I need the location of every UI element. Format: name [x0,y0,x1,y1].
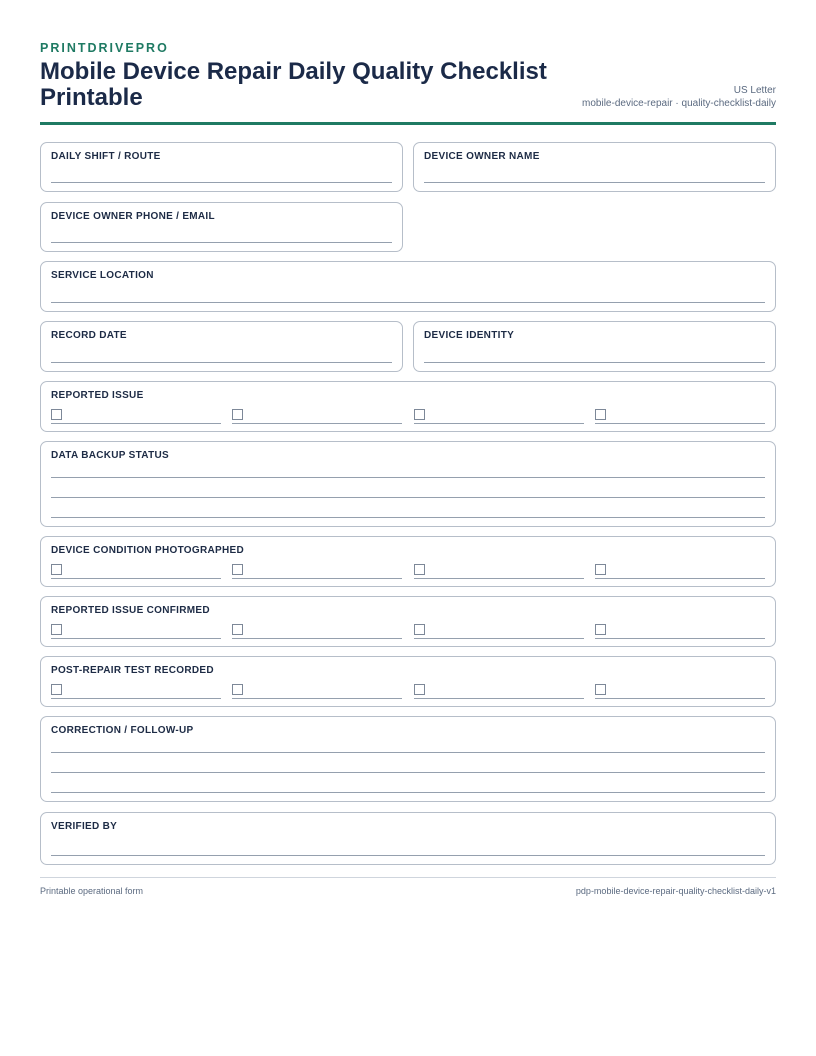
checkbox[interactable] [51,684,62,695]
correction-line-3[interactable] [51,792,765,793]
checklist-option[interactable] [414,564,584,579]
record-date-field[interactable] [40,321,403,372]
checklist-option[interactable] [232,624,402,639]
document-meta [582,84,776,110]
option-write-line[interactable] [232,698,402,699]
option-write-line[interactable] [414,698,584,699]
device-identity-field[interactable] [413,321,776,372]
option-write-line[interactable] [414,423,584,424]
option-write-line[interactable] [595,698,765,699]
option-write-line[interactable] [414,638,584,639]
correction-line-2[interactable] [51,772,765,773]
footer-note: Printable operational form [40,886,144,896]
device-identity-input-line[interactable] [424,362,765,363]
verified-by-label: VERIFIED BY [51,821,118,832]
form-page [40,40,776,122]
condition-photographed-label: DEVICE CONDITION PHOTOGRAPHED [51,545,244,556]
checkbox[interactable] [232,684,243,695]
checkbox[interactable] [232,624,243,635]
footer-divider [40,877,776,878]
reported-issue-options [51,409,765,424]
checklist-option[interactable] [51,564,221,579]
page-title: Mobile Device Repair Daily Quality Checklist Printable [40,58,547,111]
correction-followup-label: CORRECTION / FOLLOW-UP [51,725,194,736]
data-backup-status-label: DATA BACKUP STATUS [51,450,169,461]
option-write-line[interactable] [232,423,402,424]
checkbox[interactable] [51,564,62,575]
checklist-option[interactable] [414,409,584,424]
condition-photographed-field [40,536,776,587]
shift-route-label: DAILY SHIFT / ROUTE [51,151,161,162]
data-backup-status-field[interactable] [40,441,776,527]
post-repair-test-field [40,656,776,707]
paper-size: US Letter [733,85,776,96]
checkbox[interactable] [595,684,606,695]
checklist-option[interactable] [595,409,765,424]
checklist-option[interactable] [51,684,221,699]
option-write-line[interactable] [414,578,584,579]
verified-by-field[interactable] [40,812,776,865]
checklist-option[interactable] [51,624,221,639]
option-write-line[interactable] [595,578,765,579]
option-write-line[interactable] [595,423,765,424]
correction-followup-field[interactable] [40,716,776,802]
owner-contact-input-line[interactable] [51,242,392,243]
service-location-field[interactable] [40,261,776,312]
checkbox[interactable] [232,564,243,575]
post-repair-test-label: POST-REPAIR TEST RECORDED [51,665,214,676]
checkbox[interactable] [414,409,425,420]
correction-line-1[interactable] [51,752,765,753]
header-divider [40,122,776,125]
checkbox[interactable] [414,684,425,695]
record-date-label: RECORD DATE [51,330,127,341]
option-write-line[interactable] [51,578,221,579]
owner-contact-label: DEVICE OWNER PHONE / EMAIL [51,211,215,222]
owner-name-input-line[interactable] [424,182,765,183]
record-date-input-line[interactable] [51,362,392,363]
checklist-option[interactable] [595,564,765,579]
service-location-input-line[interactable] [51,302,765,303]
option-write-line[interactable] [232,638,402,639]
shift-route-field[interactable] [40,142,403,192]
owner-name-field[interactable] [413,142,776,192]
backup-status-line-1[interactable] [51,477,765,478]
verified-by-input-line[interactable] [51,855,765,856]
checklist-option[interactable] [232,564,402,579]
form-header [40,40,776,122]
reported-issue-label: REPORTED ISSUE [51,390,144,401]
option-write-line[interactable] [232,578,402,579]
checklist-option[interactable] [232,684,402,699]
owner-name-label: DEVICE OWNER NAME [424,151,540,162]
checkbox[interactable] [51,409,62,420]
form-code: pdp-mobile-device-repair-quality-checklist-daily-v1 [575,886,776,896]
checklist-option[interactable] [414,684,584,699]
brand-name: PRINTDRIVEPRO [40,41,169,55]
checkbox[interactable] [595,409,606,420]
reported-issue-field [40,381,776,432]
backup-status-line-3[interactable] [51,517,765,518]
checkbox[interactable] [232,409,243,420]
option-write-line[interactable] [51,423,221,424]
checkbox[interactable] [595,624,606,635]
post-repair-test-options [51,684,765,699]
checkbox[interactable] [595,564,606,575]
checkbox[interactable] [414,624,425,635]
checklist-option[interactable] [51,409,221,424]
checklist-option[interactable] [595,684,765,699]
device-identity-label: DEVICE IDENTITY [424,330,515,341]
checkbox[interactable] [51,624,62,635]
checkbox[interactable] [414,564,425,575]
issue-confirmed-options [51,624,765,639]
option-write-line[interactable] [51,638,221,639]
owner-contact-field[interactable] [40,202,403,252]
document-tags: mobile-device-repair · quality-checklist-daily [582,98,776,109]
option-write-line[interactable] [51,698,221,699]
option-write-line[interactable] [595,638,765,639]
backup-status-line-2[interactable] [51,497,765,498]
checklist-option[interactable] [595,624,765,639]
checklist-option[interactable] [232,409,402,424]
checklist-option[interactable] [414,624,584,639]
condition-photographed-options [51,564,765,579]
shift-route-input-line[interactable] [51,182,392,183]
service-location-label: SERVICE LOCATION [51,270,154,281]
issue-confirmed-field [40,596,776,647]
issue-confirmed-label: REPORTED ISSUE CONFIRMED [51,605,210,616]
